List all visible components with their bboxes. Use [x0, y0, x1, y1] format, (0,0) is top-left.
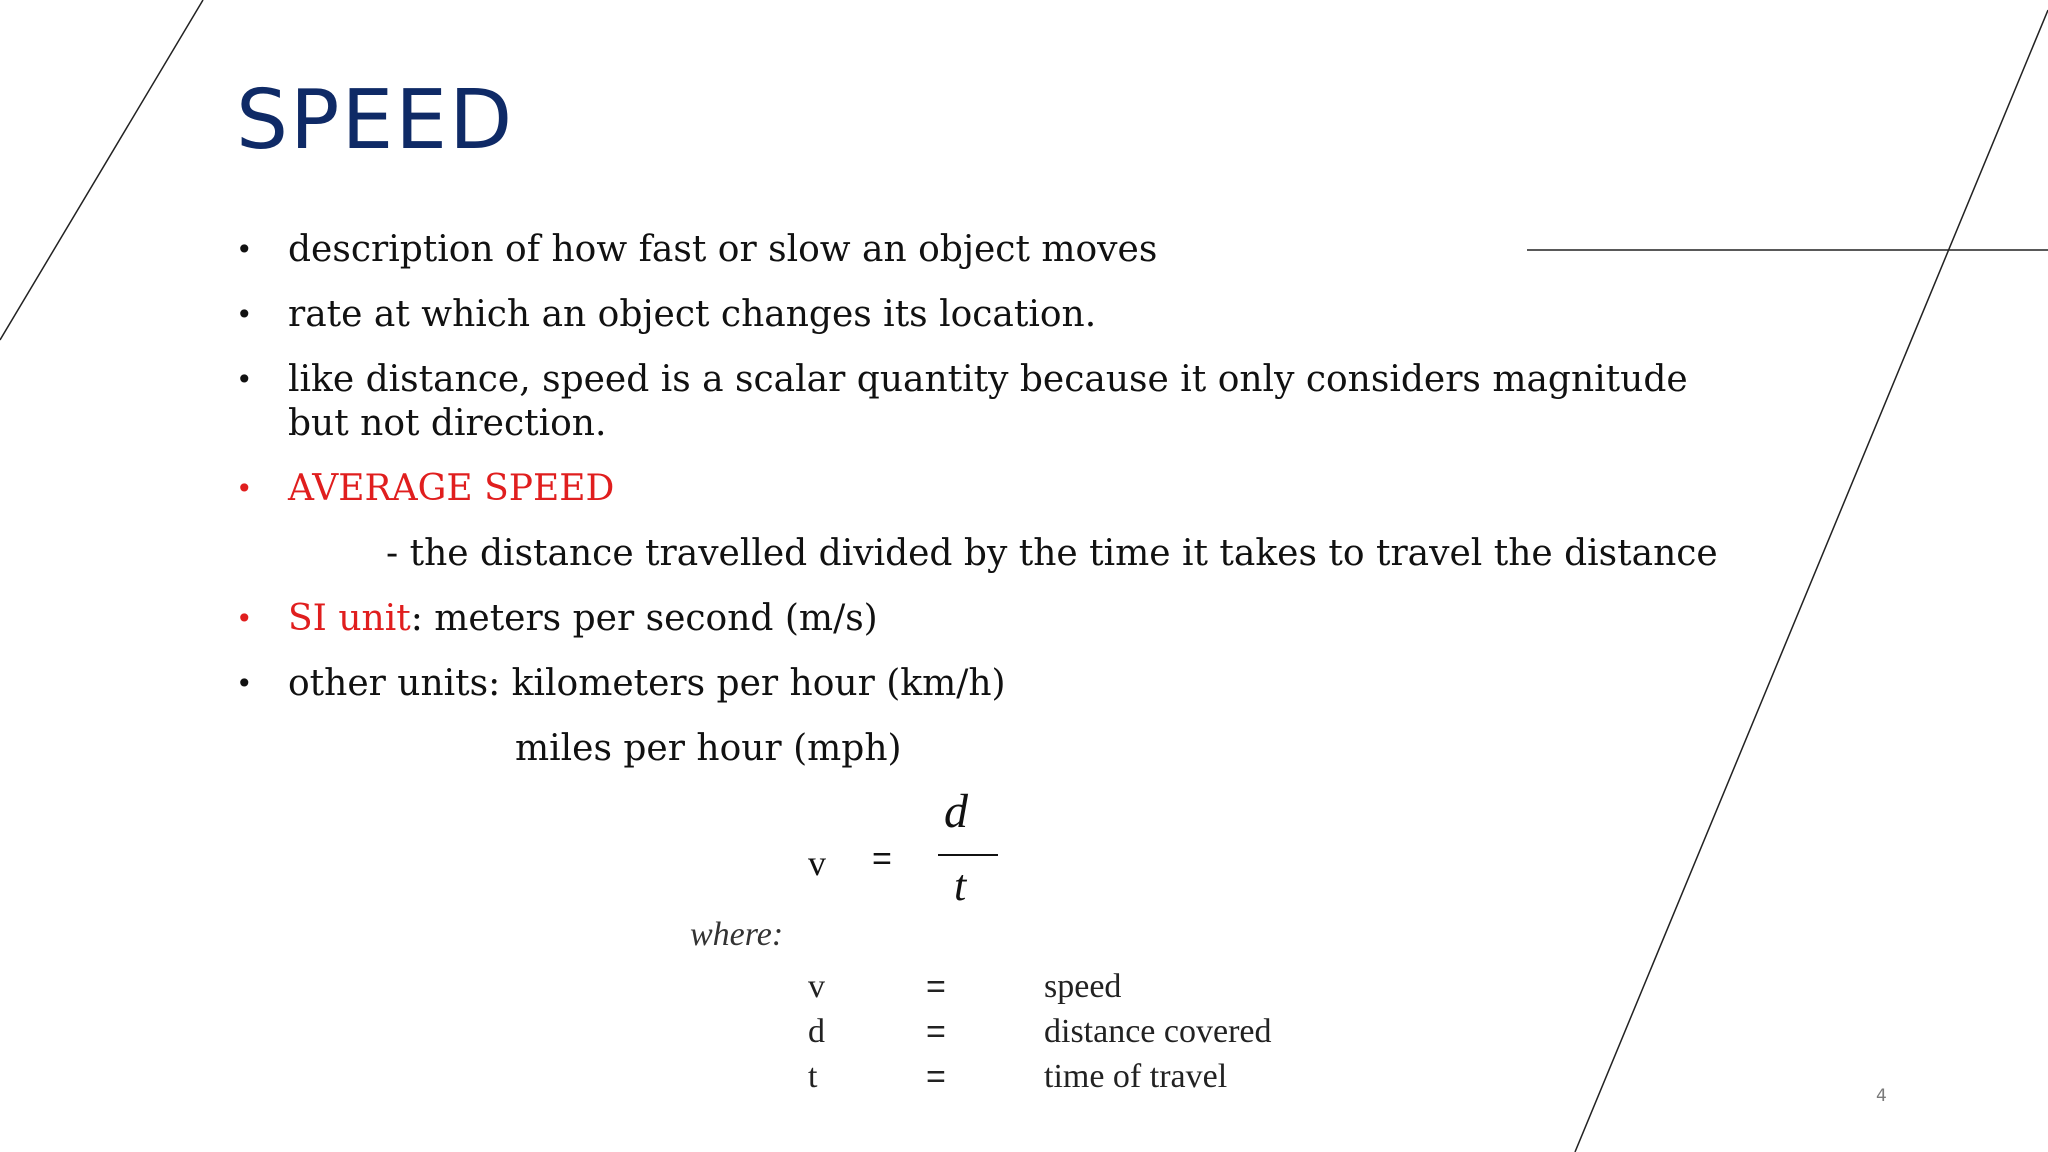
where-label: where:	[690, 916, 784, 953]
formula-lhs: v	[808, 843, 826, 883]
page-number: 4	[1876, 1086, 1887, 1106]
bullet-text: rate at which an object changes its location.	[288, 294, 1097, 335]
bullet-text	[288, 597, 878, 641]
definition-equals: =	[926, 968, 946, 1006]
slide-title: SPEED	[236, 73, 515, 168]
definition-meaning: speed	[1044, 968, 1122, 1005]
fraction-bar	[938, 854, 998, 856]
speed-formula	[680, 785, 1400, 1110]
definition-symbol: d	[808, 1013, 825, 1050]
right-diagonal-line	[1575, 10, 2048, 1152]
definition-text: - the distance travelled divided by the time it takes to travel the distance	[386, 533, 1718, 574]
si-unit-label: SI unit	[288, 598, 411, 639]
formula-denominator: t	[954, 861, 967, 910]
definition-meaning: distance covered	[1044, 1013, 1272, 1050]
definition-symbol: v	[808, 968, 825, 1005]
bullet-dot: •	[236, 298, 253, 331]
definition-symbol: t	[808, 1058, 818, 1095]
bullet-text: description of how fast or slow an object moves	[288, 229, 1158, 270]
left-diagonal-line	[0, 0, 203, 340]
definition-meaning: time of travel	[1044, 1058, 1228, 1095]
bullet-dot: •	[236, 602, 253, 635]
bullet-text: miles per hour (mph)	[515, 728, 902, 769]
average-speed-heading: AVERAGE SPEED	[288, 468, 615, 509]
bullet-text: but not direction.	[288, 403, 607, 444]
definition-equals: =	[926, 1013, 946, 1051]
bullet-dot: •	[236, 667, 253, 700]
formula-equals: =	[872, 840, 892, 878]
formula-numerator: d	[944, 785, 968, 838]
bullet-text: other units: kilometers per hour (km/h)	[288, 663, 1006, 704]
si-unit-value: : meters per second (m/s)	[410, 598, 878, 639]
bullet-dot: •	[236, 472, 253, 505]
bullet-dot: •	[236, 363, 253, 396]
definition-equals: =	[926, 1058, 946, 1096]
bullet-text: like distance, speed is a scalar quantity because it only considers magnitude	[288, 359, 1688, 400]
bullet-dot: •	[236, 233, 253, 266]
